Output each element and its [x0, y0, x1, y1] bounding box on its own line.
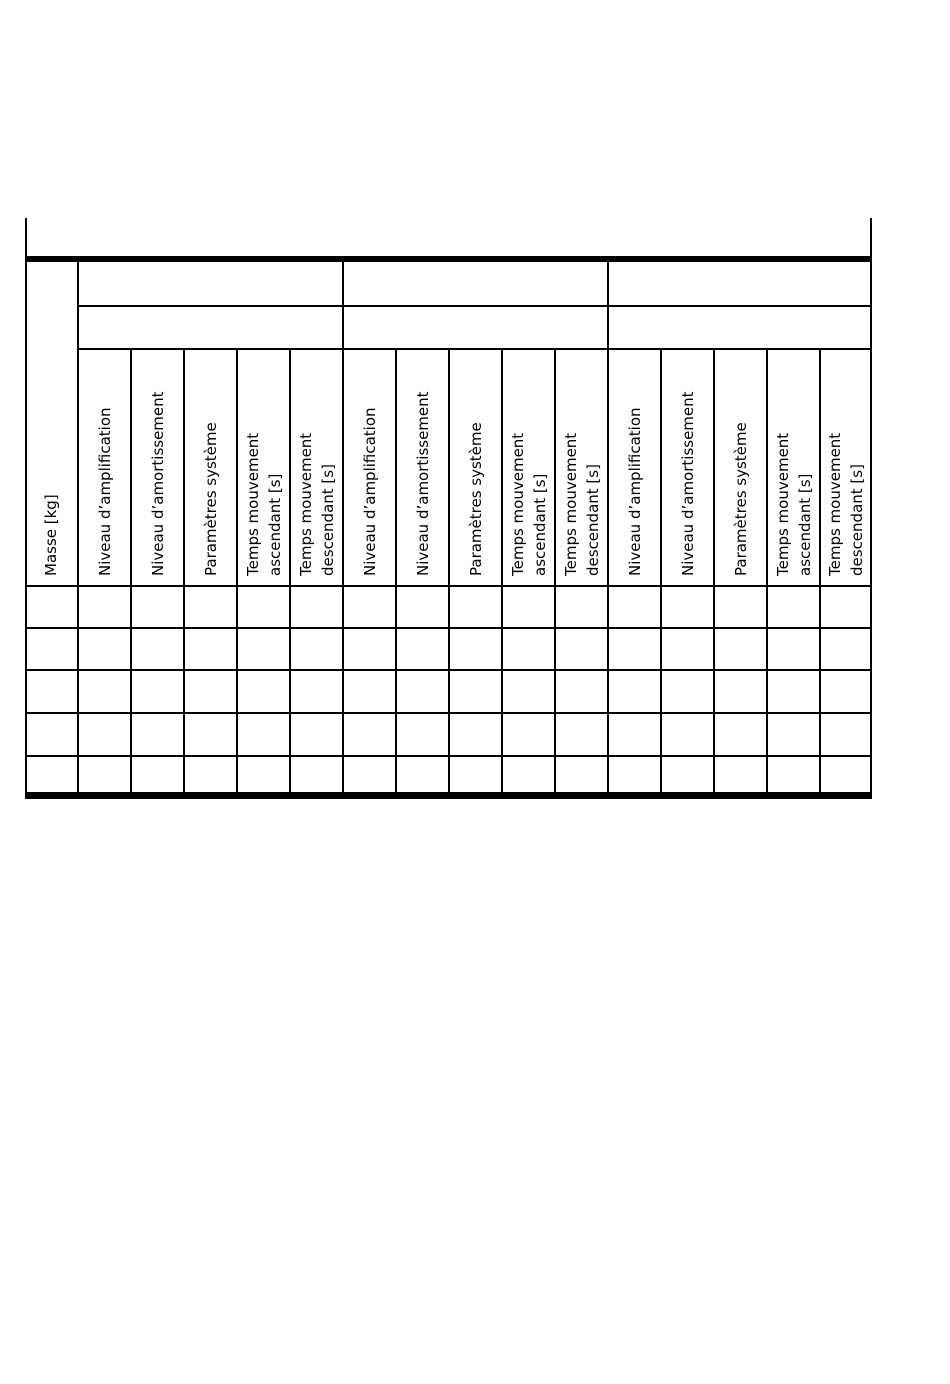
column-divider [183, 348, 185, 792]
table-cell[interactable] [823, 589, 869, 625]
table-cell[interactable] [240, 716, 287, 753]
column-divider [819, 348, 821, 792]
table-cell[interactable] [346, 759, 393, 789]
table-cell[interactable] [770, 589, 817, 625]
table-cell[interactable] [240, 673, 287, 710]
table-cell[interactable] [505, 759, 552, 789]
table-cell[interactable] [399, 673, 446, 710]
table-cell[interactable] [823, 673, 869, 710]
group-header-cell[interactable] [82, 309, 339, 343]
column-divider [395, 348, 397, 792]
column-header-text: Paramètres système [731, 422, 750, 576]
table-cell[interactable] [399, 589, 446, 625]
table-cell[interactable] [81, 673, 128, 710]
column-header-text: descendant [s] [583, 464, 602, 576]
table-cell[interactable] [28, 631, 75, 667]
group-header-cell[interactable] [82, 266, 339, 300]
table-cell[interactable] [28, 673, 75, 710]
table-cell[interactable] [452, 759, 499, 789]
table-cell[interactable] [293, 631, 340, 667]
table-cell[interactable] [28, 589, 75, 625]
table-cell[interactable] [399, 716, 446, 753]
table-cell[interactable] [187, 759, 234, 789]
table-cell[interactable] [134, 589, 181, 625]
table-cell[interactable] [346, 631, 393, 667]
group-header-divider [78, 305, 872, 307]
column-header-text: Temps mouvement [561, 432, 580, 576]
table-cell[interactable] [717, 631, 764, 667]
column-header-text: ascendant [s] [795, 473, 814, 576]
table-cell[interactable] [717, 673, 764, 710]
table-cell[interactable] [558, 673, 605, 710]
column-header-text: Temps mouvement [773, 432, 792, 576]
column-header-top-line [78, 348, 872, 350]
table-cell[interactable] [134, 631, 181, 667]
table-cell[interactable] [664, 589, 711, 625]
table-top-thick-rule [25, 256, 872, 262]
table-cell[interactable] [293, 673, 340, 710]
column-header-text: ascendant [s] [530, 473, 549, 576]
column-header-text: Niveau d’amplification [360, 407, 379, 576]
column-divider [554, 348, 556, 792]
column-divider [660, 348, 662, 792]
column-header-text: Niveau d’amortissement [148, 391, 167, 576]
table-cell[interactable] [823, 631, 869, 667]
table-cell[interactable] [717, 716, 764, 753]
column-header-text: Temps mouvement [826, 432, 844, 576]
table-cell[interactable] [81, 716, 128, 753]
table-cell[interactable] [611, 589, 658, 625]
table-cell[interactable] [770, 631, 817, 667]
table-cell[interactable] [611, 631, 658, 667]
group-divider [607, 262, 609, 792]
table-cell[interactable] [452, 631, 499, 667]
table-cell[interactable] [134, 716, 181, 753]
table-cell[interactable] [611, 673, 658, 710]
table-cell[interactable] [187, 631, 234, 667]
column-header-text: Niveau d’amplification [625, 407, 644, 576]
table-cell[interactable] [346, 589, 393, 625]
column-divider [236, 348, 238, 792]
group-header-cell[interactable] [347, 266, 604, 300]
table-cell[interactable] [611, 759, 658, 789]
table-cell[interactable] [770, 716, 817, 753]
column-divider [289, 348, 291, 792]
group-divider [77, 262, 79, 792]
table-cell[interactable] [293, 589, 340, 625]
column-header-text: Niveau d’amortissement [413, 391, 432, 576]
table-cell[interactable] [187, 589, 234, 625]
table-cell[interactable] [664, 716, 711, 753]
table-cell[interactable] [770, 759, 817, 789]
table-cell[interactable] [770, 673, 817, 710]
table-cell[interactable] [28, 716, 75, 753]
table-cell[interactable] [611, 716, 658, 753]
column-header-text: Temps mouvement [508, 432, 527, 576]
table-cell[interactable] [505, 589, 552, 625]
table-cell[interactable] [240, 589, 287, 625]
data-entry-table [25, 218, 872, 800]
group-header-cell[interactable] [347, 309, 604, 343]
table-cell[interactable] [823, 759, 869, 789]
group-header-cell[interactable] [612, 309, 868, 343]
table-cell[interactable] [505, 631, 552, 667]
table-cell[interactable] [558, 716, 605, 753]
table-cell[interactable] [293, 759, 340, 789]
table-cell[interactable] [505, 716, 552, 753]
column-header-text: Niveau d’amplification [95, 407, 114, 576]
table-cell[interactable] [558, 759, 605, 789]
table-cell[interactable] [664, 759, 711, 789]
table-cell[interactable] [81, 589, 128, 625]
table-cell[interactable] [399, 631, 446, 667]
table-cell[interactable] [346, 673, 393, 710]
column-header-text: Temps mouvement [243, 432, 262, 576]
column-header-text: ascendant [s] [265, 473, 284, 576]
column-header-text: Niveau d’amortissement [678, 391, 697, 576]
group-divider [342, 262, 344, 792]
column-header-text: descendant [s] [848, 464, 866, 576]
table-cell[interactable] [28, 759, 75, 789]
table-cell[interactable] [399, 759, 446, 789]
table-cell[interactable] [717, 589, 764, 625]
table-cell[interactable] [240, 759, 287, 789]
column-divider [713, 348, 715, 792]
table-cell[interactable] [187, 673, 234, 710]
table-bottom-thick-rule [25, 792, 872, 799]
table-cell[interactable] [240, 631, 287, 667]
table-cell[interactable] [452, 673, 499, 710]
table-cell[interactable] [81, 631, 128, 667]
column-divider [766, 348, 768, 792]
group-header-cell[interactable] [612, 266, 868, 300]
column-header-text: descendant [s] [318, 464, 337, 576]
column-divider [448, 348, 450, 792]
column-header-text: Paramètres système [201, 422, 220, 576]
table-cell[interactable] [134, 673, 181, 710]
table-cell[interactable] [346, 716, 393, 753]
column-divider [130, 348, 132, 792]
table-cell[interactable] [558, 631, 605, 667]
column-divider [501, 348, 503, 792]
table-cell[interactable] [134, 759, 181, 789]
table-cell[interactable] [293, 716, 340, 753]
table-cell[interactable] [558, 589, 605, 625]
table-cell[interactable] [81, 759, 128, 789]
column-header-text: Temps mouvement [296, 432, 315, 576]
table-cell[interactable] [187, 716, 234, 753]
table-cell[interactable] [452, 589, 499, 625]
table-cell[interactable] [823, 716, 869, 753]
table-cell[interactable] [505, 673, 552, 710]
table-cell[interactable] [452, 716, 499, 753]
table-cell[interactable] [717, 759, 764, 789]
table-cell[interactable] [664, 631, 711, 667]
mass-column-header-text: Masse [kg] [42, 494, 60, 576]
column-header-text: Paramètres système [466, 422, 485, 576]
table-cell[interactable] [664, 673, 711, 710]
